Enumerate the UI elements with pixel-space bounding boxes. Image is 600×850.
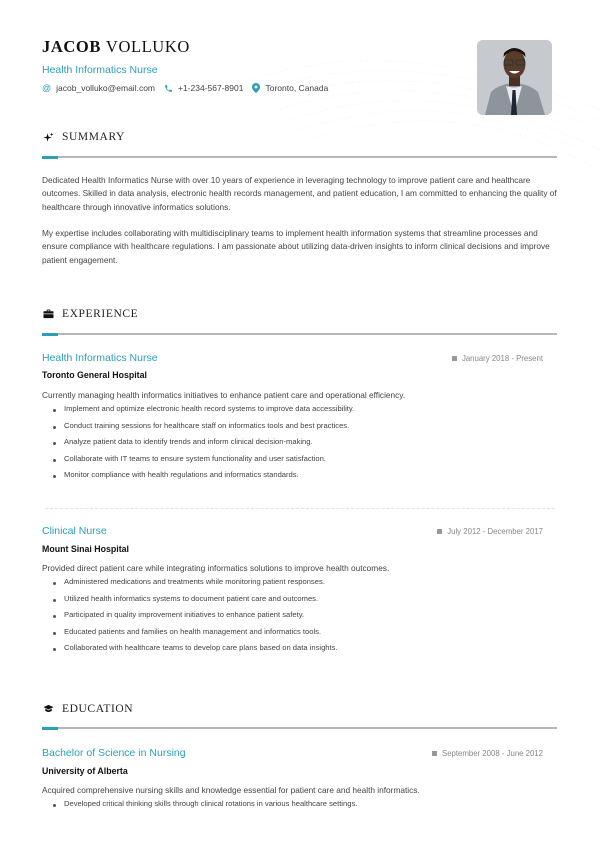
job-organization: Mount Sinai Hospital bbox=[42, 544, 129, 554]
location-text: Toronto, Canada bbox=[265, 83, 329, 93]
experience-section-header bbox=[42, 308, 138, 320]
institution-name: University of Alberta bbox=[42, 766, 128, 776]
experience-divider bbox=[42, 333, 557, 335]
job-bullet: Utilized health informatics systems to document patient care and outcomes. bbox=[53, 593, 338, 610]
calendar-icon bbox=[452, 356, 457, 361]
first-name: JACOB bbox=[42, 37, 101, 56]
job-description: Currently managing health informatics initiatives to enhance patient care and operational efficiency. bbox=[42, 390, 406, 400]
summary-heading: SUMMARY bbox=[62, 131, 125, 143]
degree-title: Bachelor of Science in Nursing bbox=[42, 747, 186, 759]
job-bullet: Collaborated with healthcare teams to develop care plans based on data insights. bbox=[53, 642, 338, 659]
job-bullet: Analyze patient data to identify trends and inform clinical decision-making. bbox=[53, 436, 354, 453]
job-dates-text: January 2018 - Present bbox=[461, 354, 543, 363]
job-bullet: Collaborate with IT teams to ensure system functionality and user satisfaction. bbox=[53, 453, 354, 470]
summary-divider bbox=[42, 156, 557, 158]
education-description: Acquired comprehensive nursing skills and knowledge essential for patient care and health informatics. bbox=[42, 785, 420, 795]
location-pin-icon bbox=[252, 83, 260, 93]
contact-info bbox=[42, 83, 337, 93]
education-bullet: Developed critical thinking skills through clinical rotations in various healthcare settings. bbox=[53, 798, 357, 815]
calendar-icon bbox=[432, 751, 437, 756]
job-dates-text: July 2012 - December 2017 bbox=[447, 527, 543, 536]
job-title: Health Informatics Nurse bbox=[42, 352, 158, 364]
job-bullet: Educated patients and families on health management and informatics tools. bbox=[53, 626, 338, 643]
education-heading: EDUCATION bbox=[62, 703, 134, 715]
summary-paragraph: My expertise includes collaborating with multidisciplinary teams to implement health information systems that streamline processes and ensure compliance with healthcare regulations. I am passionate about utilizing data-driven insights to inform clinical decisions and improve patient engagement. bbox=[42, 228, 550, 265]
sparkle-icon bbox=[42, 131, 54, 143]
education-section-header bbox=[42, 703, 133, 715]
profile-photo bbox=[477, 40, 552, 115]
phone-text: +1-234-567-8901 bbox=[178, 83, 244, 93]
briefcase-icon bbox=[42, 308, 54, 320]
phone-icon bbox=[164, 84, 173, 93]
job-bullets bbox=[53, 576, 338, 659]
job-separator bbox=[45, 508, 555, 509]
at-icon: @ bbox=[42, 83, 52, 93]
contact-email[interactable] bbox=[42, 83, 155, 93]
job-dates bbox=[452, 354, 543, 363]
job-bullet: Participated in quality improvement initiatives to enhance patient safety. bbox=[53, 609, 338, 626]
education-dates bbox=[432, 749, 543, 758]
last-name: VOLLUKO bbox=[105, 37, 190, 56]
job-bullet: Conduct training sessions for healthcare staff on informatics tools and best practices. bbox=[53, 420, 354, 437]
candidate-title: Health Informatics Nurse bbox=[42, 64, 158, 76]
candidate-name bbox=[42, 37, 190, 57]
education-divider bbox=[42, 727, 557, 729]
job-bullets bbox=[53, 403, 354, 486]
email-text: jacob_volluko@email.com bbox=[56, 83, 156, 93]
education-dates-text: September 2008 - June 2012 bbox=[442, 749, 543, 758]
summary-section-header bbox=[42, 131, 125, 143]
summary-paragraph: Dedicated Health Informatics Nurse with over 10 years of experience in leveraging technology to improve patient care and healthcare outcomes. Skilled in data analysis, electronic health records management, and patient education, I am committed to enhancing the quality of healthcare through innovative informatics solutions. bbox=[42, 175, 557, 212]
job-organization: Toronto General Hospital bbox=[42, 370, 147, 380]
job-bullet: Monitor compliance with health regulations and informatics standards. bbox=[53, 469, 354, 486]
job-dates bbox=[437, 527, 543, 536]
job-description: Provided direct patient care while integrating informatics solutions to improve health outcomes. bbox=[42, 563, 390, 573]
experience-heading: EXPERIENCE bbox=[62, 308, 139, 320]
job-title: Clinical Nurse bbox=[42, 525, 107, 537]
job-bullet: Implement and optimize electronic health record systems to improve data accessibility. bbox=[53, 403, 354, 420]
contact-location bbox=[252, 83, 328, 93]
graduation-cap-icon bbox=[42, 703, 54, 715]
education-bullets bbox=[53, 798, 357, 815]
contact-phone[interactable] bbox=[164, 83, 243, 93]
calendar-icon bbox=[437, 529, 442, 534]
job-bullet: Administered medications and treatments while monitoring patient responses. bbox=[53, 576, 338, 593]
